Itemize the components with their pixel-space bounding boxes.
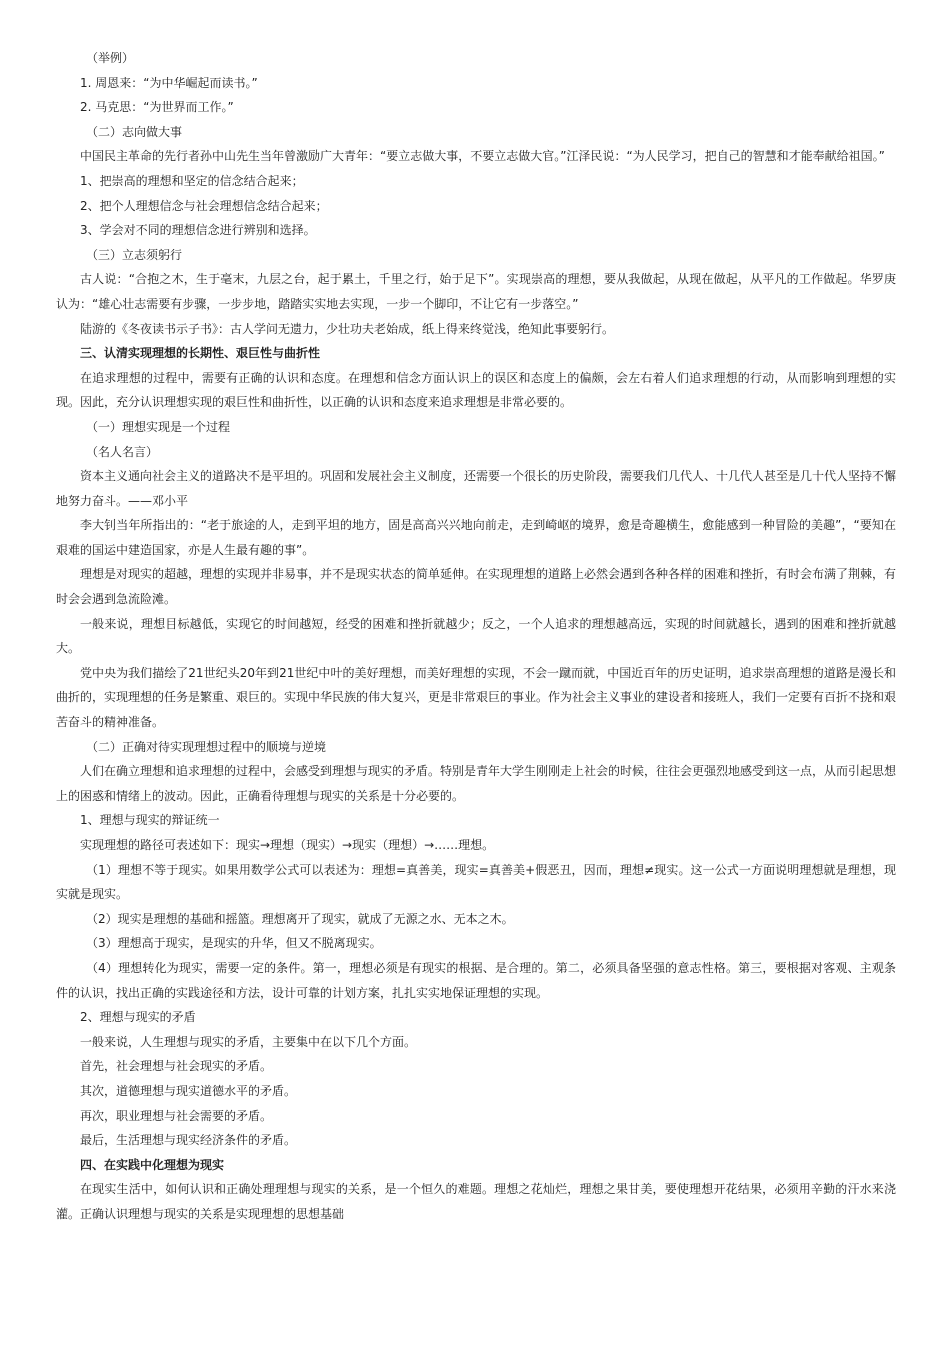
document-page [56, 46, 896, 1227]
paragraph: 首先，社会理想与社会现实的矛盾。 [80, 1059, 273, 1074]
paragraph: 3、学会对不同的理想信念进行辨别和选择。 [80, 223, 316, 238]
paragraph: 一般来说，人生理想与现实的矛盾，主要集中在以下几个方面。 [80, 1034, 417, 1049]
paragraph: （4）理想转化为现实，需要一定的条件。第一，理想必须是有现实的根据、是合理的。第二，必须具备坚强的意志性格。第三，要根据对客观、主观条件的认识，找出正确的实践途径和方法，设计可靠的计划方案，扎扎实实地保证理想的实现。 [56, 960, 896, 1000]
paragraph: （1）理想不等于现实。如果用数学公式可以表述为：理想=真善美，现实=真善美+假恶丑，因而，理想≠现实。这一公式一方面说明理想就是理想，现实就是现实。 [56, 862, 896, 902]
paragraph: 在追求理想的过程中，需要有正确的认识和态度。在理想和信念方面认识上的误区和态度上的偏颇，会左右着人们追求理想的行动，从而影响到理想的实现。因此，充分认识理想实现的艰巨性和曲折性，以正确的认识和态度来追求理想是非常必要的。 [56, 370, 896, 410]
paragraph: 一般来说，理想目标越低，实现它的时间越短，经受的困难和挫折就越少；反之，一个人追求的理想越高远，实现的时间就越长，遇到的困难和挫折就越大。 [56, 616, 896, 656]
paragraph: （二）志向做大事 [86, 124, 183, 139]
paragraph: 理想是对现实的超越，理想的实现并非易事，并不是现实状态的简单延伸。在实现理想的道路上必然会遇到各种各样的困难和挫折，有时会布满了荆棘，有时会会遇到急流险滩。 [56, 567, 897, 607]
paragraph: 人们在确立理想和追求理想的过程中，会感受到理想与现实的矛盾。特别是青年大学生刚刚走上社会的时候，往往会更强烈地感受到这一点，从而引起思想上的困惑和情绪上的波动。因此，正确看待理想与现实的关系是十分必要的。 [56, 764, 897, 803]
paragraph: 2. 马克思：“为世界而工作。” [80, 100, 234, 115]
paragraph: 在现实生活中，如何认识和正确处理理想与现实的关系，是一个恒久的难题。理想之花灿烂，理想之果甘美，要使理想开花结果，必须用辛勤的汗水来浇灌。正确认识理想与现实的关系是实现理想的思想基础 [56, 1182, 896, 1221]
paragraph: 2、理想与现实的矛盾 [80, 1010, 196, 1025]
paragraph: （二）正确对待实现理想过程中的顺境与逆境 [86, 739, 327, 754]
paragraph: （三）立志须躬行 [86, 247, 183, 262]
paragraph: 李大钊当年所指出的：“老于旅途的人，走到平坦的地方，固是高高兴兴地向前走，走到崎岖的境界，愈是奇趣横生，愈能感到一种冒险的美趣”，“要知在艰难的国运中建造国家，亦是人生最有趣的事”。 [56, 518, 896, 557]
paragraph: 1、理想与现实的辩证统一 [80, 813, 220, 828]
paragraph: 1. 周恩来：“为中华崛起而读书。” [80, 75, 258, 90]
paragraph: 中国民主革命的先行者孙中山先生当年曾激励广大青年：“要立志做大事，不要立志做大官。”江泽民说：“为人民学习，把自己的智慧和才能奉献给祖国。” [80, 149, 885, 164]
paragraph: 1、把崇高的理想和坚定的信念结合起来； [80, 173, 304, 188]
paragraph: （名人名言） [86, 444, 159, 459]
paragraph: 其次，道德理想与现实道德水平的矛盾。 [80, 1083, 297, 1098]
paragraph: （2）现实是理想的基础和摇篮。理想离开了现实，就成了无源之水、无本之木。 [86, 911, 514, 926]
paragraph: 陆游的《冬夜读书示子书》：古人学问无遗力，少壮功夫老始成，纸上得来终觉浅，绝知此事要躬行。 [80, 321, 615, 336]
section-heading: 三、认清实现理想的长期性、艰巨性与曲折性 [80, 346, 321, 361]
paragraph: 再次，职业理想与社会需要的矛盾。 [80, 1108, 273, 1123]
paragraph: 实现理想的路径可表述如下：现实→理想（现实）→现实（理想）→……理想。 [80, 838, 495, 852]
paragraph: 最后，生活理想与现实经济条件的矛盾。 [80, 1133, 297, 1148]
paragraph: （举例） [86, 51, 135, 65]
paragraph: （3）理想高于现实，是现实的升华，但又不脱离现实。 [86, 936, 382, 951]
paragraph: 资本主义通向社会主义的道路决不是平坦的。巩固和发展社会主义制度，还需要一个很长的历史阶段，需要我们几代人、十几代人甚至是几十代人坚持不懈地努力奋斗。——邓小平 [56, 469, 897, 508]
paragraph: 2、把个人理想信念与社会理想信念结合起来； [80, 198, 328, 213]
paragraph: 党中央为我们描绘了21世纪头20年到21世纪中叶的美好理想，而美好理想的实现，不会一蹴而就，中国近百年的历史证明，追求崇高理想的道路是漫长和曲折的，实现理想的任务是繁重、艰巨的。实现中华民族的伟大复兴，更是非常艰巨的事业。作为社会主义事业的建设者和接班人，我们一定要有百折不挠和艰苦奋斗的精神准备。 [56, 665, 897, 730]
paragraph: （一）理想实现是一个过程 [86, 419, 231, 434]
section-heading: 四、在实践中化理想为现实 [80, 1157, 225, 1172]
paragraph: 古人说：“合抱之木，生于毫末，九层之台，起于累土，千里之行，始于足下”。实现崇高的理想，要从我做起，从现在做起，从平凡的工作做起。华罗庚认为：“雄心壮志需要有步骤，一步步地，踏踏实实地去实现，一步一个脚印，不让它有一步落空。” [56, 272, 896, 311]
